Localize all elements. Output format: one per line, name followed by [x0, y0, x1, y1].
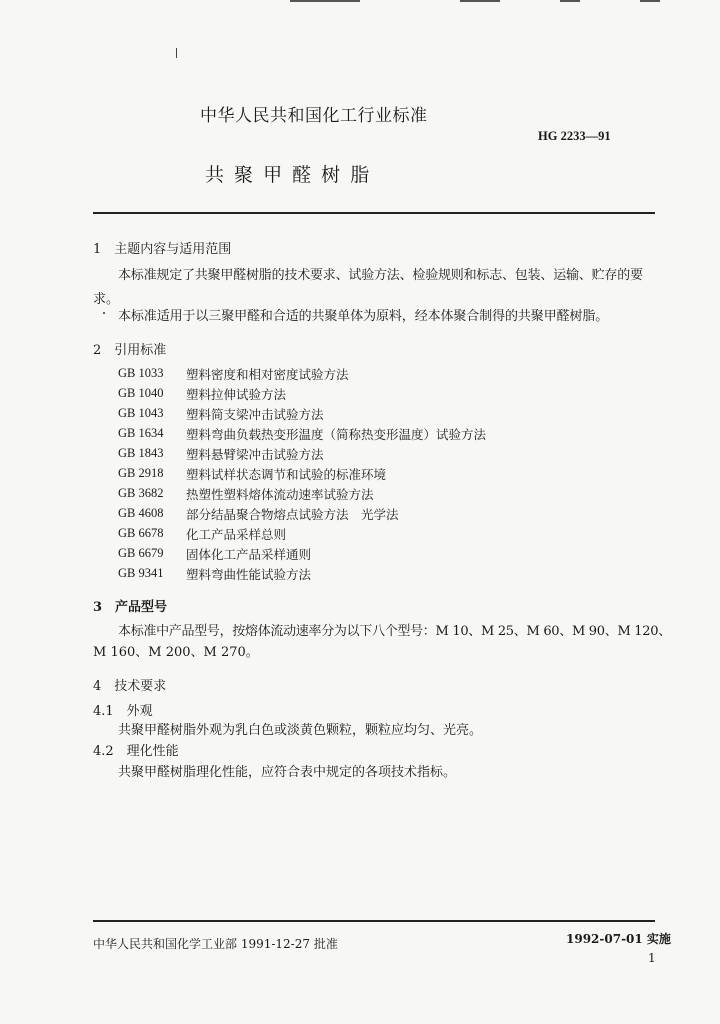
- reference-code: GB 2918: [118, 466, 164, 480]
- reference-title: 热塑性塑料熔体流动速率试验方法: [186, 487, 374, 502]
- reference-code: GB 6678: [118, 526, 164, 540]
- reference-code: GB 1843: [118, 446, 164, 460]
- section-4-2-heading: 4.2 理化性能: [93, 744, 179, 759]
- scan-artifact: [460, 0, 500, 2]
- reference-title: 部分结晶聚合物熔点试验方法 光学法: [186, 507, 399, 522]
- effective-date: 1992-07-01 实施: [566, 932, 671, 946]
- scan-artifact: [560, 0, 580, 2]
- reference-title: 塑料密度和相对密度试验方法: [186, 367, 349, 382]
- reference-code: GB 9341: [118, 566, 164, 580]
- scan-speck: [103, 312, 105, 314]
- reference-code: GB 6679: [118, 546, 164, 560]
- section-1-paragraph-1: 本标准规定了共聚甲醛树脂的技术要求、试验方法、检验规则和标志、包装、运输、贮存的要: [118, 268, 643, 283]
- section-2-heading: 2 引用标准: [93, 343, 167, 358]
- reference-title: 塑料试样状态调节和试验的标准环境: [186, 467, 387, 482]
- reference-code: GB 1634: [118, 426, 164, 440]
- reference-title: 塑料悬臂梁冲击试验方法: [186, 447, 324, 462]
- org-title: 中华人民共和国化工行业标准: [200, 106, 428, 126]
- reference-code: GB 3682: [118, 486, 164, 500]
- page-number: 1: [648, 951, 656, 965]
- section-1-paragraph-1-cont: 求。: [93, 292, 120, 307]
- reference-code: GB 1043: [118, 406, 164, 420]
- reference-title: 塑料弯曲负载热变形温度（简称热变形温度）试验方法: [186, 427, 487, 442]
- reference-title: 塑料简支梁冲击试验方法: [186, 407, 324, 422]
- doc-number: HG 2233—91: [538, 129, 611, 143]
- scan-mark: [176, 48, 177, 58]
- reference-code: GB 1040: [118, 386, 164, 400]
- reference-title: 化工产品采样总则: [186, 527, 287, 542]
- approval-line: 中华人民共和国化学工业部 1991-12-27 批准: [93, 937, 338, 951]
- section-3-line-1: 本标准中产品型号，按熔体流动速率分为以下八个型号：M 10、M 25、M 60、M 90、M 120、: [118, 624, 671, 639]
- section-4-1-text: 共聚甲醛树脂外观为乳白色或淡黄色颗粒，颗粒应均匀、光亮。: [118, 723, 483, 738]
- section-1-heading: 1 主题内容与适用范围: [93, 242, 232, 257]
- section-4-1-heading: 4.1 外观: [93, 704, 153, 719]
- scan-artifact: [640, 0, 660, 2]
- section-4-heading: 4 技术要求: [93, 679, 167, 694]
- section-3-heading: 3 产品型号: [93, 600, 168, 615]
- reference-title: 塑料拉伸试验方法: [186, 387, 287, 402]
- section-3-line-2: M 160、M 200、M 270。: [93, 645, 259, 660]
- reference-code: GB 4608: [118, 506, 164, 520]
- section-4-2-text: 共聚甲醛树脂理化性能，应符合表中规定的各项技术指标。: [118, 765, 457, 780]
- doc-title: 共 聚 甲 醛 树 脂: [205, 164, 372, 186]
- reference-title: 塑料弯曲性能试验方法: [186, 567, 312, 582]
- header-divider: [93, 212, 655, 214]
- section-1-paragraph-2: 本标准适用于以三聚甲醛和合适的共聚单体为原料，经本体聚合制得的共聚甲醛树脂。: [118, 309, 609, 324]
- footer-divider: [93, 920, 655, 922]
- scan-artifact: [290, 0, 360, 2]
- reference-title: 固体化工产品采样通则: [186, 547, 312, 562]
- reference-code: GB 1033: [118, 366, 164, 380]
